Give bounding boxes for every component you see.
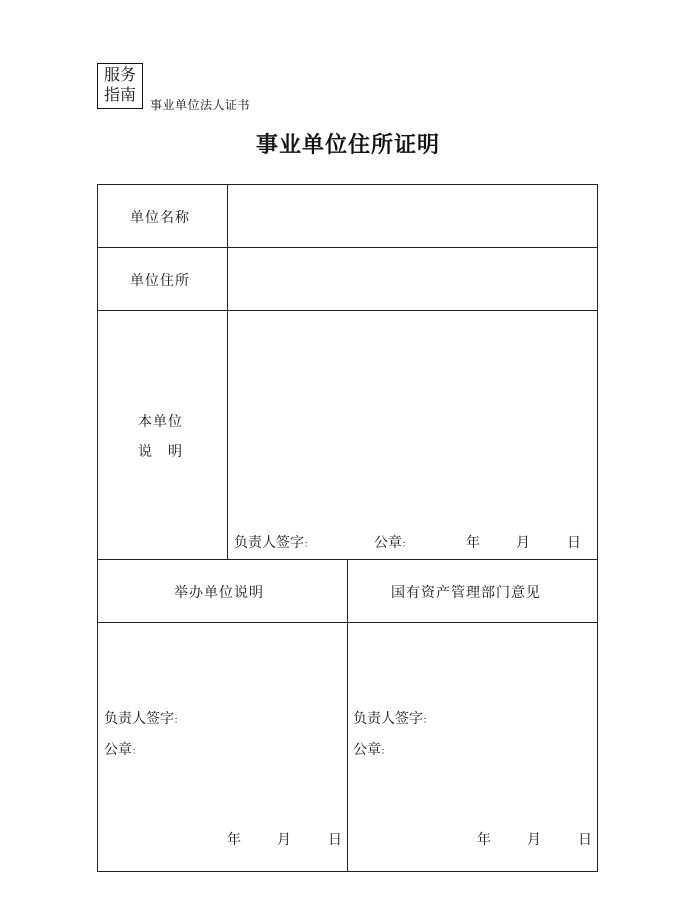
statement-seal-label	[374, 532, 411, 552]
sponsor-unit-header: 举办单位说明	[174, 585, 264, 601]
sponsor-date-month: 月	[277, 832, 291, 848]
sponsor-signature-label	[104, 708, 183, 728]
unit-statement-label-line1: 本单位	[138, 414, 183, 430]
colon: ：	[402, 540, 412, 550]
state-asset-header: 国有资产管理部门意见	[391, 585, 541, 601]
statement-date-year: 年	[466, 535, 480, 551]
unit-address-label: 单位住所	[130, 273, 190, 289]
signature-text: 负责人签字	[234, 535, 304, 551]
badge-line-1: 服务	[103, 65, 136, 84]
seal-text: 公章	[374, 535, 402, 551]
seal-text: 公章	[353, 742, 381, 758]
badge-line-2: 指南	[103, 85, 136, 104]
seal-text: 公章	[104, 742, 132, 758]
asset-seal-label	[353, 739, 390, 759]
colon: ：	[381, 747, 391, 757]
statement-date-day: 日	[567, 535, 581, 551]
asset-date-day: 日	[578, 832, 592, 848]
unit-statement-label-line2: 说 明	[138, 444, 183, 460]
colon: ：	[174, 716, 184, 726]
unit-name-label: 单位名称	[130, 210, 190, 226]
unit-name-field[interactable]	[228, 185, 597, 247]
colon: ：	[304, 540, 314, 550]
unit-statement-field[interactable]	[228, 311, 597, 521]
statement-signature-label	[234, 532, 313, 552]
colon: ：	[132, 747, 142, 757]
asset-signature-label	[353, 708, 432, 728]
statement-date-month: 月	[516, 535, 530, 551]
page-title: 事业单位住所证明	[255, 133, 440, 158]
asset-date-month: 月	[527, 832, 541, 848]
sponsor-seal-label	[104, 739, 141, 759]
signature-text: 负责人签字	[104, 711, 174, 727]
unit-address-field[interactable]	[228, 248, 597, 310]
colon: ：	[423, 716, 433, 726]
sponsor-date-year: 年	[227, 832, 241, 848]
service-guide-badge	[97, 63, 143, 109]
sponsor-date-day: 日	[328, 832, 342, 848]
document-type: 事业单位法人证书	[150, 98, 251, 112]
asset-date-year: 年	[477, 832, 491, 848]
signature-text: 负责人签字	[353, 711, 423, 727]
